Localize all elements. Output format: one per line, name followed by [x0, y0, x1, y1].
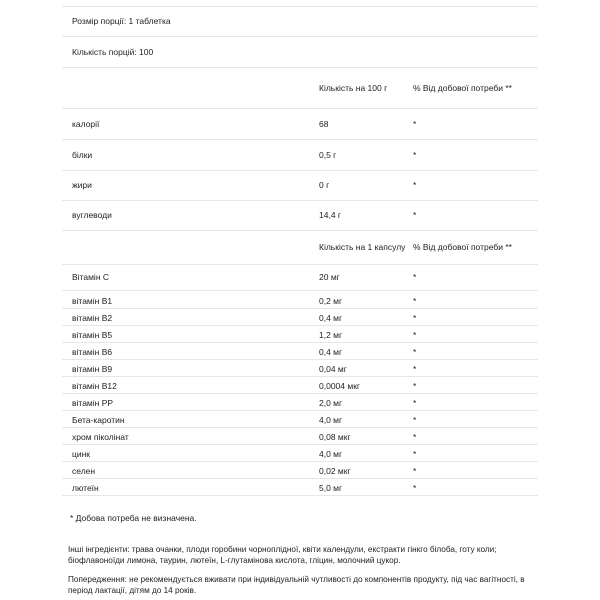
- nutrient-daily: *: [413, 381, 417, 391]
- nutrient-daily: *: [413, 296, 417, 306]
- nutrient-daily: *: [413, 466, 417, 476]
- nutrient-daily: *: [413, 483, 417, 493]
- nutrient-daily: *: [413, 364, 417, 374]
- divider: [62, 200, 538, 201]
- nutrient-name: вуглеводи: [72, 210, 112, 220]
- divider: [62, 495, 538, 496]
- divider: [62, 6, 538, 7]
- nutrient-amount: 0,04 мг: [319, 364, 347, 374]
- servings-count: Кількість порцій: 100: [72, 47, 154, 57]
- nutrient-daily: *: [413, 272, 417, 282]
- nutrient-daily: *: [413, 398, 417, 408]
- divider: [62, 444, 538, 445]
- nutrient-name: вітамін В9: [72, 364, 113, 374]
- column-header-daily: % Від добової потреби **: [413, 83, 512, 93]
- column-header-amount: Кількість на 100 г: [319, 83, 388, 93]
- nutrient-name: вітамін РР: [72, 398, 114, 408]
- column-header-amount: Кількість на 1 капсулу: [319, 242, 406, 252]
- nutrient-name: Вітамін С: [72, 272, 110, 282]
- nutrient-name: вітамін В5: [72, 330, 113, 340]
- serving-size: Розмір порції: 1 таблетка: [72, 16, 171, 26]
- nutrient-name: вітамін В2: [72, 313, 113, 323]
- nutrient-daily: *: [413, 119, 417, 129]
- divider: [62, 36, 538, 37]
- nutrient-amount: 4,0 мг: [319, 415, 343, 425]
- divider: [62, 290, 538, 291]
- nutrient-name: Бета-каротин: [72, 415, 125, 425]
- nutrient-daily: *: [413, 180, 417, 190]
- nutrient-name: білки: [72, 150, 93, 160]
- nutrient-name: вітамін В6: [72, 347, 113, 357]
- nutrient-amount: 2,0 мг: [319, 398, 343, 408]
- nutrient-amount: 0,08 мкг: [319, 432, 351, 442]
- divider: [62, 376, 538, 377]
- nutrient-name: вітамін В1: [72, 296, 113, 306]
- nutrient-name: вітамін В12: [72, 381, 117, 391]
- divider: [62, 359, 538, 360]
- nutrient-amount: 0,02 мкг: [319, 466, 351, 476]
- footnote: * Добова потреба не визначена.: [70, 513, 197, 523]
- divider: [62, 230, 538, 231]
- divider: [62, 427, 538, 428]
- nutrient-name: жири: [72, 180, 92, 190]
- divider: [62, 67, 538, 68]
- nutrient-name: селен: [72, 466, 96, 476]
- nutrient-daily: *: [413, 415, 417, 425]
- nutrient-daily: *: [413, 449, 417, 459]
- divider: [62, 170, 538, 171]
- nutrient-amount: 0,4 мг: [319, 347, 343, 357]
- divider: [62, 325, 538, 326]
- nutrient-name: цинк: [72, 449, 91, 459]
- divider: [62, 393, 538, 394]
- nutrient-amount: 20 мг: [319, 272, 340, 282]
- nutrient-daily: *: [413, 313, 417, 323]
- nutrient-amount: 4,0 мг: [319, 449, 343, 459]
- divider: [62, 108, 538, 109]
- nutrient-amount: 0,5 г: [319, 150, 337, 160]
- divider: [62, 478, 538, 479]
- nutrient-amount: 0,0004 мкг: [319, 381, 361, 391]
- divider: [62, 308, 538, 309]
- nutrient-daily: *: [413, 330, 417, 340]
- nutrient-daily: *: [413, 150, 417, 160]
- divider: [62, 342, 538, 343]
- nutrient-daily: *: [413, 210, 417, 220]
- nutrient-amount: 68: [319, 119, 329, 129]
- nutrient-daily: *: [413, 347, 417, 357]
- nutrient-daily: *: [413, 432, 417, 442]
- nutrient-amount: 1,2 мг: [319, 330, 343, 340]
- other-ingredients: Інші інгредієнти: трава очанки, плоди горобини чорноплідної, квіти календули, екстракти гінкго білоба, готу коли; біофлавоноїди лимона, таурин, лютеїн, L-глутамінова кислота, гліцин, молочний цукор.: [68, 545, 497, 565]
- warning-text: Попередження: не рекомендується вживати при індивідуальній чутливості до компонентів продукту, під час вагітності, в період лактації, дітям до 14 років.: [68, 575, 525, 595]
- divider: [62, 264, 538, 265]
- nutrient-amount: 0,4 мг: [319, 313, 343, 323]
- nutrient-amount: 14,4 г: [319, 210, 342, 220]
- nutrient-amount: 0 г: [319, 180, 330, 190]
- nutrient-amount: 5,0 мг: [319, 483, 343, 493]
- divider: [62, 461, 538, 462]
- divider: [62, 410, 538, 411]
- nutrient-amount: 0,2 мг: [319, 296, 343, 306]
- nutrient-name: лютеїн: [72, 483, 99, 493]
- nutrient-name: хром піколінат: [72, 432, 129, 442]
- divider: [62, 139, 538, 140]
- column-header-daily: % Від добової потреби **: [413, 242, 512, 252]
- nutrient-name: калорії: [72, 119, 100, 129]
